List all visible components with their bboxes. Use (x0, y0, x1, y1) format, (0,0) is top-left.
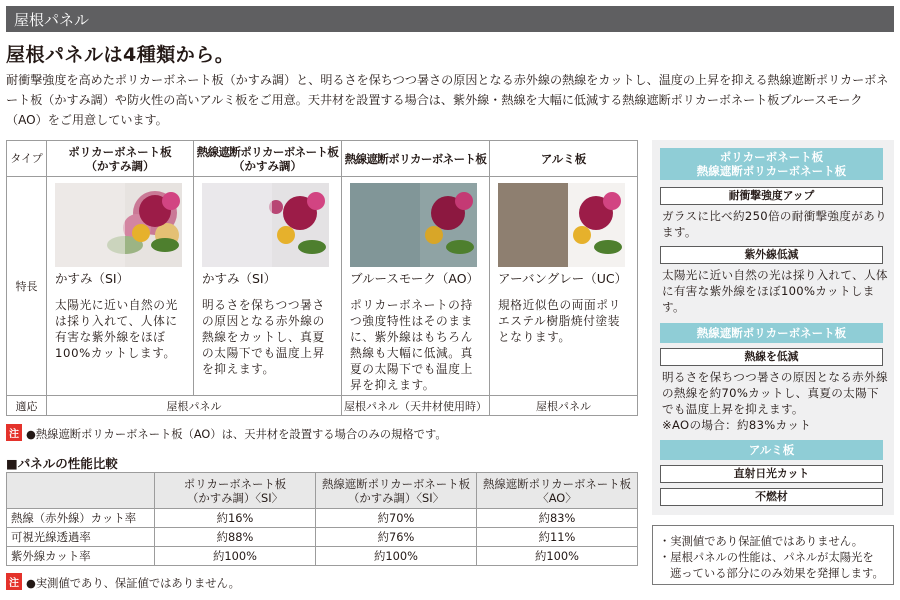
heat-text: 明るさを保ちつつ暑さの原因となる赤外線の熱線を約70%カットし、真夏の太陽下でも温度上昇を抑えます。 (662, 370, 888, 416)
table-cell: 約16% (155, 509, 316, 528)
note-text: ●実測値であり、保証値ではありません。 (26, 577, 240, 590)
col-header-line2: （かすみ調） (85, 158, 155, 173)
sidebar-title-line1: ポリカーボネート板 (719, 150, 824, 164)
heat-subtext: ※AOの場合：約83%カット (662, 418, 812, 432)
row-label-type: タイプ (7, 141, 47, 177)
perf-col-line1: 熱線遮断ポリカーボネート板 (483, 476, 631, 491)
impact-text: ガラスに比べ約250倍の耐衝撃強度があります。 (662, 209, 887, 239)
table-cell: 約100% (477, 547, 638, 566)
table-cell: 約100% (316, 547, 477, 566)
swatch-name-urban-gray: アーバングレー（UC） (498, 271, 628, 286)
perf-col-header (316, 473, 477, 509)
section-title: 屋根パネル (14, 11, 90, 29)
suitable-aluminum: 屋根パネル (490, 396, 638, 416)
col-header-line1: 熱線遮断ポリカーボネート板 (344, 151, 487, 166)
sidebar-title-heat: 熱線遮断ポリカーボネート板 (660, 323, 883, 343)
col-header-heat-poly-kasumi (194, 141, 342, 177)
performance-header-row (7, 473, 638, 509)
col-header-poly-kasumi (47, 141, 194, 177)
table-cell: 約76% (316, 528, 477, 547)
sample-image-kasumi (55, 183, 182, 267)
impact-label-box: 耐衝撃強度アップ (660, 187, 883, 205)
panel-type-table (6, 140, 638, 416)
sidebar-title-aluminum: アルミ板 (660, 440, 883, 460)
feature-desc-heat-poly-kasumi: 明るさを保ちつつ暑さの原因となる赤外線の熱線をカットし、真夏の太陽下でも温度上昇を抑えます。 (202, 298, 325, 376)
perf-col-line2: （かすみ調）〈SI〉 (347, 490, 444, 505)
performance-corner (7, 473, 155, 509)
row-label-suitable: 適応 (7, 396, 47, 416)
sample-image-kasumi-heat (202, 183, 329, 267)
perf-col-line2: （かすみ調）〈SI〉 (186, 490, 283, 505)
sidebar-notes-box (652, 525, 894, 585)
perf-col-line1: 熱線遮断ポリカーボネート板 (322, 476, 470, 491)
col-header-line1: ポリカーボネート板 (68, 144, 172, 159)
heat-label-box: 熱線を低減 (660, 348, 883, 366)
col-header-line1: 熱線遮断ポリカーボネート板 (196, 144, 339, 159)
feature-sidebar (652, 140, 894, 515)
feature-desc-poly-kasumi: 太陽光に近い自然の光は採り入れて、人体に有害な紫外線をほぼ100%カットします。 (55, 298, 178, 360)
table-row (7, 528, 638, 547)
perf-col-header (155, 473, 316, 509)
feature-cell-heat-poly-kasumi (194, 177, 342, 396)
table-cell: 約11% (477, 528, 638, 547)
row-label: 紫外線カット率 (7, 547, 155, 566)
perf-col-line2: 〈AO〉 (537, 490, 577, 505)
perf-col-line1: ポリカーボネート板 (183, 476, 287, 491)
swatch-name-kasumi: かすみ（SI） (55, 271, 130, 286)
feature-cell-aluminum (490, 177, 638, 396)
side-note-line: ・屋根パネルの性能は、パネルが太陽光を (659, 551, 874, 564)
side-note-line: ・実測値であり保証値ではありません。 (659, 535, 864, 548)
table-cell: 約70% (316, 509, 477, 528)
suitable-poly: 屋根パネル (47, 396, 342, 416)
row-label-features: 特長 (7, 177, 47, 396)
perf-col-header (477, 473, 638, 509)
feature-desc-heat-poly-ao: ポリカーボネートの持つ強度特性はそのままに、紫外線はもちろん熱線も大幅に低減。真夏の太陽下でも温度上昇を抑えます。 (350, 298, 473, 392)
suitable-row (7, 396, 638, 416)
table-row (7, 509, 638, 528)
note-measured-values (6, 573, 240, 591)
sidebar-title-line2: 熱線遮断ポリカーボネート板 (696, 164, 847, 178)
row-label: 可視光線透過率 (7, 528, 155, 547)
uv-label-box: 紫外線低減 (660, 246, 883, 264)
features-row (7, 177, 638, 396)
direct-sunlight-label-box: 直射日光カット (660, 465, 883, 483)
note-badge: 注 (6, 573, 22, 590)
swatch-name-blue-smoke: ブルースモーク（AO） (350, 271, 480, 286)
uv-text: 太陽光に近い自然の光は採り入れて、人体に有害な紫外線をほぼ100%カットします。 (662, 268, 888, 314)
page-headline: 屋根パネルは4種類から。 (6, 44, 235, 66)
swatch-name-kasumi-heat: かすみ（SI） (202, 271, 277, 286)
feature-cell-heat-poly-ao (342, 177, 490, 396)
intro-paragraph: 耐衝撃強度を高めたポリカーボネート板（かすみ調）と、明るさを保ちつつ暑さの原因となる赤外線の熱線をカットし、温度の上昇を抑える熱線遮断ポリカーボネート板（かすみ調）や防火性の高いアルミ板をご用意。天井材を設置する場合は、紫外線・熱線を大幅に低減する熱線遮断ポリカーボネート板ブルースモーク（AO）をご用意しています。 (6, 73, 889, 127)
table-cell: 約83% (477, 509, 638, 528)
col-header-line1: アルミ板 (540, 151, 587, 166)
sidebar-title-poly (660, 148, 883, 180)
col-header-line2: （かすみ調） (233, 158, 302, 173)
type-header-row (7, 141, 638, 177)
note-badge: 注 (6, 424, 22, 441)
noncombustible-label-box: 不燃材 (660, 488, 883, 506)
table-row (7, 547, 638, 566)
suitable-heat-ao: 屋根パネル（天井材使用時） (342, 396, 490, 416)
sample-image-blue-smoke (350, 183, 477, 267)
side-note-line: 遮っている部分にのみ効果を発揮します。 (670, 567, 884, 580)
feature-cell-poly-kasumi (47, 177, 194, 396)
note-ao-spec (6, 424, 447, 442)
table-cell: 約88% (155, 528, 316, 547)
section-header-bar (6, 6, 894, 32)
performance-title: ■パネルの性能比較 (6, 456, 118, 471)
row-label: 熱線（赤外線）カット率 (7, 509, 155, 528)
col-header-heat-poly-ao (342, 141, 490, 177)
col-header-aluminum (490, 141, 638, 177)
sample-image-urban-gray (498, 183, 625, 267)
table-cell: 約100% (155, 547, 316, 566)
performance-table (6, 472, 638, 566)
feature-desc-aluminum: 規格近似色の両面ポリエステル樹脂焼付塗装となります。 (498, 298, 621, 344)
note-text: ●熱線遮断ポリカーボネート板（AO）は、天井材を設置する場合のみの規格です。 (26, 428, 447, 441)
